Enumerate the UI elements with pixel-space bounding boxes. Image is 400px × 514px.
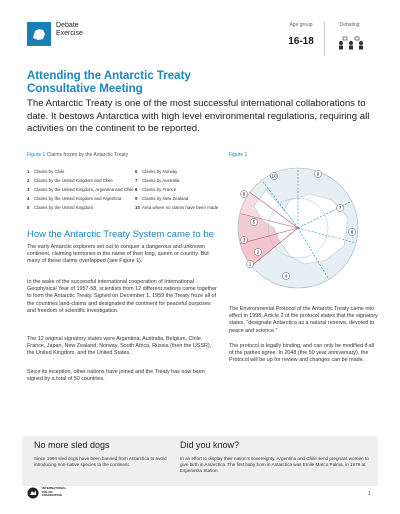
claim-number: 7	[135, 178, 138, 183]
claim-number: 5	[27, 205, 30, 210]
map-label: 8	[350, 229, 354, 235]
map-label: 5	[252, 219, 256, 225]
antarctica-claims-map	[214, 160, 382, 292]
claim-number: 10	[135, 205, 140, 210]
foundation-logo-icon	[27, 487, 39, 499]
page-title	[27, 70, 357, 96]
claim-text: Claims by Australia	[142, 178, 180, 183]
map-label: 2	[256, 249, 260, 255]
debating	[324, 22, 374, 56]
claim-text: Claims by the United Kingdom and Argentina	[34, 196, 122, 201]
claim-text: Claims by New Zealand	[142, 196, 189, 201]
claim-item	[27, 187, 134, 192]
page-title-line2: Consultative Meeting	[27, 83, 143, 95]
figure-caption-text: Claims frozen by the Antarctic Treaty	[46, 152, 129, 158]
section-heading: How the Antarctic Treaty System came to be	[27, 229, 214, 240]
intro-text: The Antarctic Treaty is one of the most successful international collaborations to date. It bestows Antarctica with high level environmental regulations, requiring all activities on the continent to be reported.	[27, 98, 370, 134]
exercise-type-line1: Debate	[56, 22, 79, 29]
claim-item	[27, 205, 93, 210]
map-label: 1	[248, 261, 252, 267]
protocol-paragraph: The protocol is legally binding, and can only be modified if all of the parties agree. In 2048 (the 50 year anniversary), the Protocol will be up for review and changes can be made.	[229, 343, 375, 364]
paragraph: The early Antarctic explorers set out to conquer a dangerous and unknown continent, claiming territories in the name of their king, queen or country. But many of these claims overlapped (see Figure 1).	[27, 244, 209, 265]
age-group-value: 16-18	[288, 36, 314, 47]
page-title-line1: Attending the Antarctic Treaty	[27, 70, 191, 82]
claim-item	[135, 178, 179, 183]
claim-text: Area where no claims have been made	[142, 205, 219, 210]
claim-number: 6	[135, 169, 138, 174]
box-title-did-you-know: Did you know?	[180, 440, 240, 450]
page-number: 1	[368, 491, 371, 497]
figure-caption	[27, 152, 128, 158]
claim-item	[135, 187, 176, 192]
claim-text: Claims by France	[142, 187, 177, 192]
box-text-did-you-know: In an effort to display their nation's sovereignty, Argentina and Chile send pregnant women to give birth in Antarctica. The first baby born in Antarctica was Emile Marco Palma, in 1979 at Esperanza Station.	[180, 456, 369, 473]
foundation-name	[42, 487, 66, 498]
claim-text: Claims by the United Kingdom and Chile	[34, 178, 113, 183]
age-group-label: Age group	[289, 22, 313, 28]
claim-item	[135, 205, 218, 210]
exercise-logo-icon	[27, 22, 51, 46]
paragraph: Since its inception, other nations have joined and the Treaty has now been signed by a total of 50 countries.	[27, 369, 205, 383]
claim-text: Claims by Norway	[142, 169, 178, 174]
map-label: 10	[271, 173, 277, 179]
claim-text: Claims by Chile	[34, 169, 65, 174]
box-text-sled-dogs: Since 1994 sled dogs have been banned from Antarctica to avoid introducing non-native species to the continent.	[34, 456, 167, 467]
claim-number: 9	[135, 196, 138, 201]
claim-item	[27, 196, 121, 201]
paragraph: In the wake of the successful international cooperation of International Geophysical Year of 1957-58, scientists from 12 different nations came together to form the Antarctic Treaty. Signed on December 1, 1959 the Treaty froze all of the countries land-claims and designated the continent for peaceful purposes and freedom of scientific investigation.	[27, 279, 217, 314]
debating-people-icon	[337, 36, 365, 50]
map-label: 6	[242, 191, 246, 197]
foundation-name-line1: INTERNATIONAL	[42, 486, 67, 490]
claim-number: 2	[27, 178, 30, 183]
protocol-paragraph: The Environmental Protocol of the Antarctic Treaty came into effect in 1998. Article 2 of the protocol states that the signatory states, "designate Antarctica as a natural reserve, devoted to peace and science."	[229, 306, 378, 334]
age-group	[280, 22, 322, 56]
claim-item	[27, 178, 113, 183]
info-boxes	[22, 436, 378, 486]
figure-number: Figure 1	[27, 152, 46, 158]
map-label: 3	[242, 237, 246, 243]
paragraph: The 12 original signatory states were Argentina, Australia, Belgium, Chile, France, Japan, New Zealand, Norway, South Africa, Russia (then the USSR), the United Kingdom, and the United States.	[27, 336, 212, 357]
claim-text: Claims by the United Kingdom	[34, 205, 94, 210]
map-label: 4	[284, 273, 288, 279]
box-title-sled-dogs: No more sled dogs	[34, 440, 110, 450]
foundation-name-line3: FOUNDATION	[42, 493, 62, 498]
map-label: 7	[338, 205, 342, 211]
map-label: 9	[316, 171, 320, 177]
exercise-type	[56, 22, 83, 38]
claim-number: 4	[27, 196, 30, 201]
claim-number: 3	[27, 187, 30, 192]
claim-number: 8	[135, 187, 138, 192]
claim-text: Claims by the United Kingdom, Argentina and Chile	[34, 187, 134, 192]
figure-label: Figure 1	[229, 152, 248, 158]
claim-number: 1	[27, 169, 30, 174]
exercise-type-line2: Exercise	[56, 30, 83, 37]
debating-label: Debating	[339, 22, 360, 28]
claim-item	[135, 196, 188, 201]
foundation-name-line2: POLAR	[42, 489, 53, 494]
claim-item	[135, 169, 177, 174]
claim-item	[27, 169, 65, 174]
